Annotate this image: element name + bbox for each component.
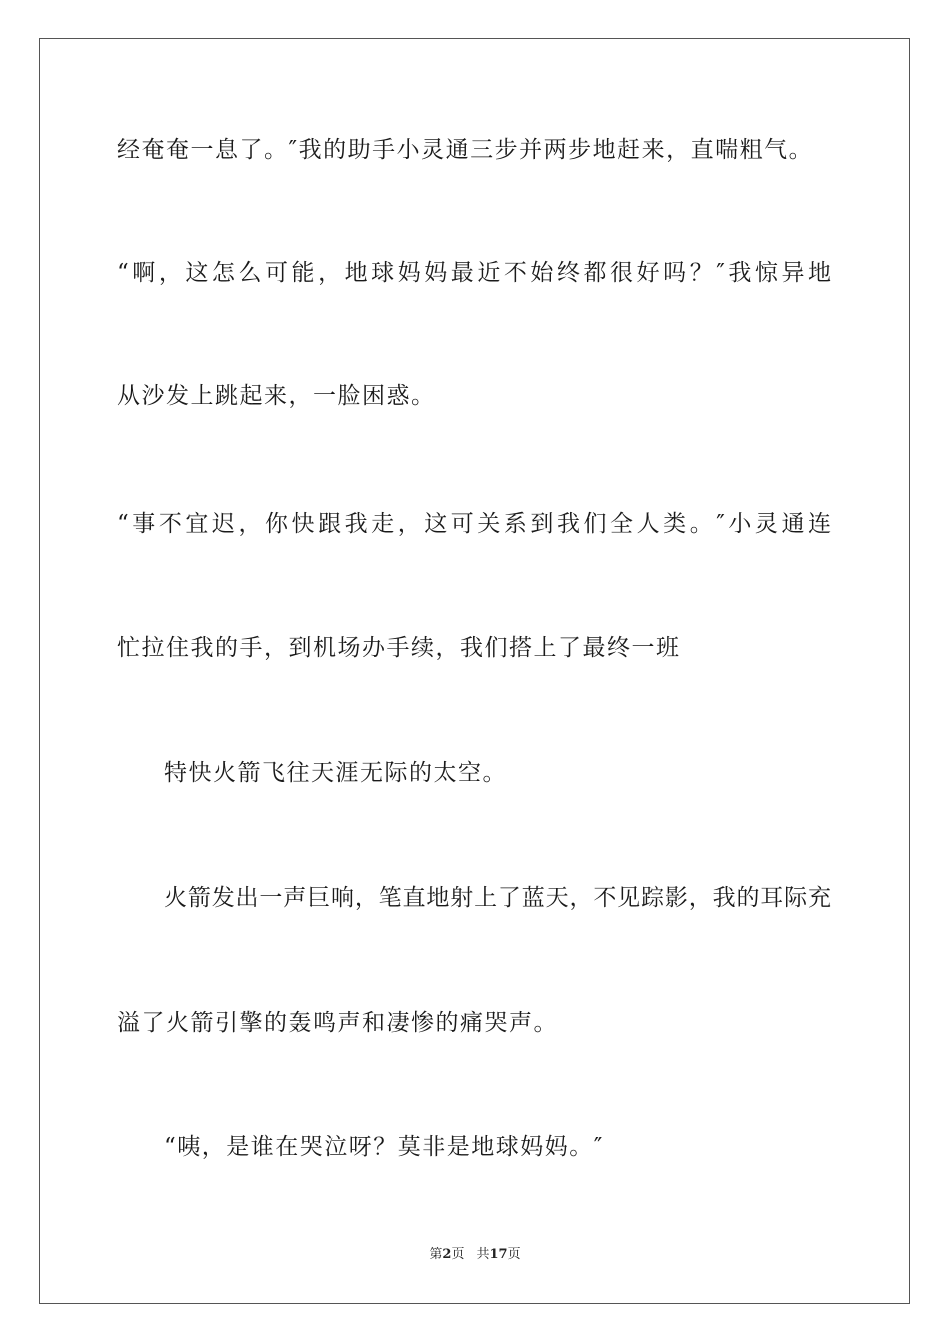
footer-page-prefix: 第 <box>429 1247 443 1262</box>
footer-page-number: 2 <box>442 1247 452 1262</box>
body-line-1: 经奄奄一息了。″我的助手小灵通三步并两步地赶来，直喘粗气。 <box>117 137 814 163</box>
page-border <box>39 38 910 1304</box>
body-line-6: 特快火箭飞往天涯无际的太空。 <box>164 760 507 786</box>
footer-total-prefix: 共 <box>476 1247 490 1262</box>
body-line-8: 溢了火箭引擎的轰鸣声和凄惨的痛哭声。 <box>117 1010 558 1036</box>
body-line-7: 火箭发出一声巨响，笔直地射上了蓝天，不见踪影，我的耳际充 <box>164 885 831 911</box>
body-line-2: “啊，这怎么可能，地球妈妈最近不始终都很好吗？″我惊异地 <box>117 260 831 286</box>
body-line-3: 从沙发上跳起来，一脸困惑。 <box>117 383 436 409</box>
body-line-4: “事不宜迟，你快跟我走，这可关系到我们全人类。″小灵通连 <box>117 511 831 537</box>
footer-total-pages: 17 <box>489 1247 508 1262</box>
page-footer <box>0 1246 950 1264</box>
body-line-5: 忙拉住我的手，到机场办手续，我们搭上了最终一班 <box>117 635 681 661</box>
body-line-9: “咦，是谁在哭泣呀？莫非是地球妈妈。″ <box>164 1134 604 1160</box>
footer-page-suffix: 页 <box>451 1247 465 1262</box>
footer-total-suffix: 页 <box>507 1247 521 1262</box>
